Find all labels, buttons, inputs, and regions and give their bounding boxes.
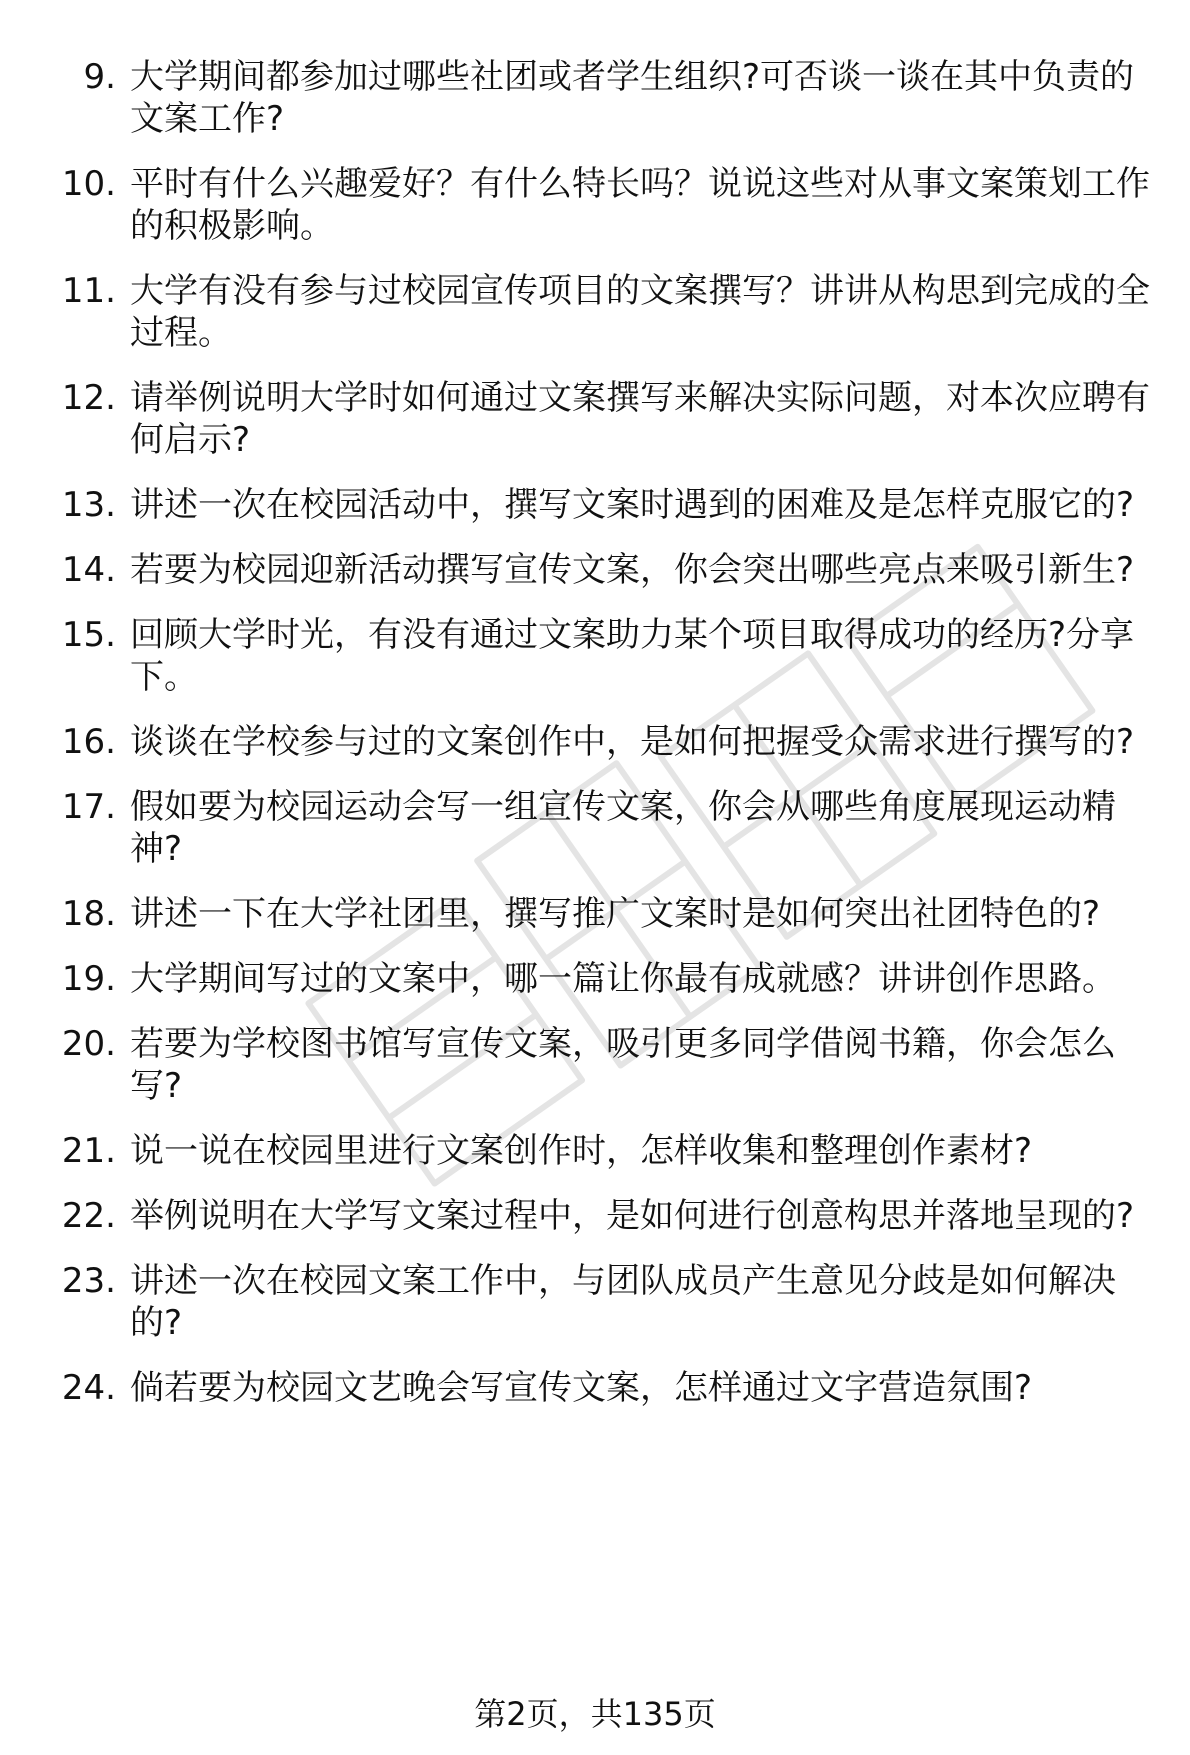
question-text: 若要为学校图书馆写宣传文案，吸引更多同学借阅书籍，你会怎么写? [130, 1024, 1116, 1106]
list-item [0, 163, 1190, 247]
list-item [0, 270, 1190, 354]
list-item [0, 1130, 1190, 1172]
question-number: 10. [61, 164, 116, 204]
question-text: 举例说明在大学写文案过程中，是如何进行创意构思并落地呈现的? [130, 1196, 1135, 1236]
list-item [0, 1023, 1190, 1107]
question-text: 若要为校园迎新活动撰写宣传文案，你会突出哪些亮点来吸引新生? [130, 550, 1135, 590]
question-number: 19. [61, 959, 116, 999]
question-number: 13. [61, 485, 116, 525]
list-item [0, 1367, 1190, 1409]
question-text: 说一说在校园里进行文案创作时，怎样收集和整理创作素材? [130, 1131, 1033, 1171]
question-text: 回顾大学时光，有没有通过文案助力某个项目取得成功的经历?分享下。 [130, 615, 1135, 697]
question-number: 15. [61, 615, 116, 655]
question-number: 12. [61, 378, 116, 418]
question-text: 倘若要为校园文艺晚会写宣传文案，怎样通过文字营造氛围? [130, 1368, 1033, 1408]
question-text: 讲述一下在大学社团里，撰写推广文案时是如何突出社团特色的? [130, 894, 1101, 934]
list-item [0, 484, 1190, 526]
list-item [0, 614, 1190, 698]
page-number: 第2页，共135页 [474, 1695, 716, 1733]
question-text: 平时有什么兴趣爱好？有什么特长吗？说说这些对从事文案策划工作的积极影响。 [130, 164, 1150, 246]
question-text: 谈谈在学校参与过的文案创作中，是如何把握受众需求进行撰写的? [130, 722, 1135, 762]
question-text: 大学期间都参加过哪些社团或者学生组织?可否谈一谈在其中负责的文案工作? [130, 57, 1135, 139]
list-item [0, 549, 1190, 591]
question-number: 23. [61, 1261, 116, 1301]
question-number: 9. [83, 57, 116, 97]
question-text: 假如要为校园运动会写一组宣传文案，你会从哪些角度展现运动精神? [130, 787, 1116, 869]
list-item [0, 377, 1190, 461]
question-list [0, 56, 1190, 1432]
list-item [0, 721, 1190, 763]
list-item [0, 958, 1190, 1000]
question-number: 22. [61, 1196, 116, 1236]
question-text: 讲述一次在校园活动中，撰写文案时遇到的困难及是怎样克服它的? [130, 485, 1135, 525]
question-number: 11. [61, 271, 116, 311]
list-item [0, 1195, 1190, 1237]
question-text: 大学期间写过的文案中，哪一篇让你最有成就感？讲讲创作思路。 [130, 959, 1116, 999]
question-text: 大学有没有参与过校园宣传项目的文案撰写？讲讲从构思到完成的全过程。 [130, 271, 1150, 353]
list-item [0, 893, 1190, 935]
list-item [0, 786, 1190, 870]
question-text: 请举例说明大学时如何通过文案撰写来解决实际问题，对本次应聘有何启示? [130, 378, 1150, 460]
question-text: 讲述一次在校园文案工作中，与团队成员产生意见分歧是如何解决的? [130, 1261, 1116, 1343]
question-number: 16. [61, 722, 116, 762]
question-number: 17. [61, 787, 116, 827]
question-number: 18. [61, 894, 116, 934]
question-number: 24. [61, 1368, 116, 1408]
list-item [0, 56, 1190, 140]
question-number: 14. [61, 550, 116, 590]
question-number: 21. [61, 1131, 116, 1171]
list-item [0, 1260, 1190, 1344]
question-number: 20. [61, 1024, 116, 1064]
